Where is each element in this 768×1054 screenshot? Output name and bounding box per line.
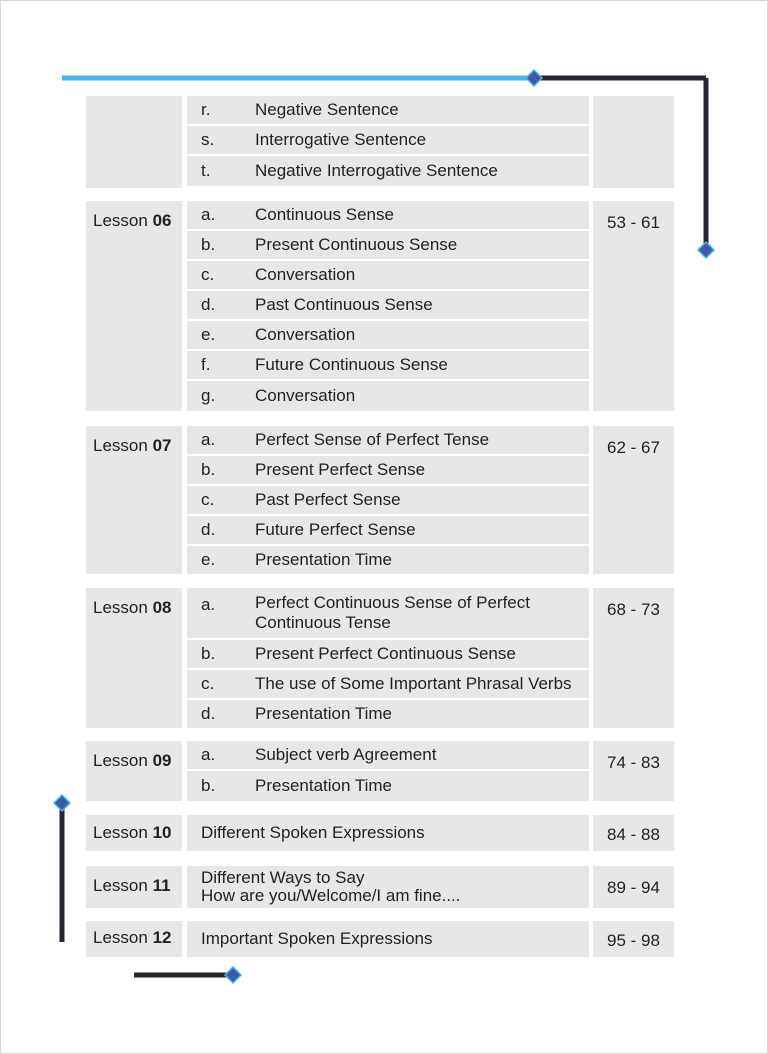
topic-row — [187, 456, 589, 484]
page-range: 89 - 94 — [593, 866, 674, 908]
topic-row — [187, 426, 589, 454]
topic-rows — [187, 96, 589, 188]
topic-letter: c. — [201, 674, 215, 693]
lesson-number: 10 — [152, 823, 172, 842]
diamond-ornament-bottom — [225, 967, 241, 983]
topic-title: Negative Interrogative Sentence — [255, 161, 498, 180]
topic-rows — [187, 426, 589, 576]
topic-letter: b. — [201, 776, 216, 795]
topic-letter: b. — [201, 644, 216, 663]
topic-rows — [187, 588, 589, 730]
lesson-prefix: Lesson — [93, 211, 148, 230]
toc-group-lesson-09 — [86, 741, 674, 801]
topic-row — [187, 201, 589, 229]
topic-title: Continuous Sense — [255, 205, 394, 224]
topic-letter: d. — [201, 520, 216, 539]
lesson-cell-empty — [86, 96, 182, 188]
topic-letter: a. — [201, 205, 216, 224]
topic-letter: c. — [201, 490, 215, 509]
topic-title: Past Continuous Sense — [255, 295, 433, 314]
lesson-prefix: Lesson — [93, 751, 148, 770]
page-range: 95 - 98 — [593, 921, 674, 957]
lesson-label — [86, 815, 182, 851]
lesson-prefix: Lesson — [93, 876, 148, 895]
topic-row — [187, 291, 589, 319]
topic-letter: d. — [201, 295, 216, 314]
topic-letter: b. — [201, 235, 216, 254]
page-range-empty — [593, 96, 674, 188]
topic-title: Conversation — [255, 325, 356, 344]
diamond-ornament-top — [526, 70, 542, 86]
lesson-label — [86, 741, 182, 801]
topic-title: Different Spoken Expressions — [187, 815, 589, 851]
topic-row — [187, 381, 589, 411]
topic-title: Conversation — [255, 265, 356, 284]
toc-group-continuation — [86, 96, 674, 188]
topic-letter: a. — [201, 430, 216, 449]
topic-row — [187, 231, 589, 259]
topic-letter: c. — [201, 265, 215, 284]
lesson-label — [86, 201, 182, 411]
topic-row — [187, 321, 589, 349]
page-range: 62 - 67 — [593, 426, 674, 574]
topic-row — [187, 670, 589, 698]
lesson-prefix: Lesson — [93, 436, 148, 455]
lesson-label — [86, 921, 182, 957]
topic-title: Present Perfect Continuous Sense — [255, 644, 516, 663]
topic-row — [187, 516, 589, 544]
toc-group-lesson-10 — [86, 815, 674, 851]
topic-row — [187, 771, 589, 801]
topic-letter: a. — [201, 745, 216, 764]
topic-letter: g. — [201, 386, 216, 405]
toc-group-lesson-12 — [86, 921, 674, 957]
topic-letter: b. — [201, 460, 216, 479]
topic-row — [187, 96, 589, 124]
topic-letter: t. — [201, 161, 211, 180]
topic-row — [187, 156, 589, 186]
topic-title: Past Perfect Sense — [255, 490, 401, 509]
lesson-number: 12 — [152, 928, 172, 947]
page-range: 53 - 61 — [593, 201, 674, 411]
topic-row — [187, 588, 589, 638]
lesson-number: 07 — [152, 436, 172, 455]
topic-title: Present Perfect Sense — [255, 460, 426, 479]
topic-row — [187, 261, 589, 289]
lesson-number: 09 — [152, 751, 172, 770]
toc-group-lesson-11 — [86, 866, 674, 908]
topic-title: Conversation — [255, 386, 356, 405]
topic-title: Perfect Continuous Sense of Perfect Continuous Tense — [255, 593, 530, 632]
topic-title-multiline — [187, 866, 589, 908]
topic-row — [187, 351, 589, 379]
topic-rows — [187, 741, 589, 803]
topic-row — [187, 126, 589, 154]
topic-title: Presentation Time — [255, 550, 393, 569]
page-range: 68 - 73 — [593, 588, 674, 728]
topic-row — [187, 486, 589, 514]
topic-title: Future Continuous Sense — [255, 355, 448, 374]
topic-title: Presentation Time — [255, 704, 393, 723]
lesson-prefix: Lesson — [93, 823, 148, 842]
lesson-label — [86, 866, 182, 908]
topic-title: Perfect Sense of Perfect Tense — [255, 430, 490, 449]
lesson-label — [86, 426, 182, 574]
topic-title-line-2: How are you/Welcome/I am fine.... — [201, 886, 461, 905]
topic-title: Subject verb Agreement — [255, 745, 437, 764]
topic-letter: r. — [201, 100, 211, 119]
lesson-label — [86, 588, 182, 728]
topic-letter: f. — [201, 355, 211, 374]
topic-rows — [187, 201, 589, 413]
toc-group-lesson-08 — [86, 588, 674, 728]
diamond-ornament-left — [54, 795, 70, 811]
topic-title: Interrogative Sentence — [255, 130, 427, 149]
topic-title: The use of Some Important Phrasal Verbs — [255, 674, 572, 693]
topic-title: Negative Sentence — [255, 100, 399, 119]
toc-group-lesson-07 — [86, 426, 674, 574]
lesson-prefix: Lesson — [93, 598, 148, 617]
topic-row — [187, 741, 589, 769]
topic-title: Important Spoken Expressions — [187, 921, 589, 957]
topic-row — [187, 640, 589, 668]
topic-letter: d. — [201, 704, 216, 723]
topic-title: Present Continuous Sense — [255, 235, 458, 254]
diamond-ornament-right — [698, 242, 714, 258]
lesson-number: 08 — [152, 598, 172, 617]
lesson-number: 06 — [152, 211, 172, 230]
page-range: 84 - 88 — [593, 815, 674, 851]
topic-letter: e. — [201, 325, 216, 344]
topic-title: Future Perfect Sense — [255, 520, 416, 539]
lesson-number: 11 — [152, 876, 171, 895]
topic-row — [187, 546, 589, 574]
topic-row — [187, 700, 589, 728]
topic-letter: s. — [201, 130, 215, 149]
page-range: 74 - 83 — [593, 741, 674, 801]
topic-title: Presentation Time — [255, 776, 393, 795]
toc-group-lesson-06 — [86, 201, 674, 411]
lesson-prefix: Lesson — [93, 928, 148, 947]
topic-letter: a. — [201, 595, 216, 614]
topic-title-line-1: Different Ways to Say — [201, 868, 365, 887]
topic-letter: e. — [201, 550, 216, 569]
